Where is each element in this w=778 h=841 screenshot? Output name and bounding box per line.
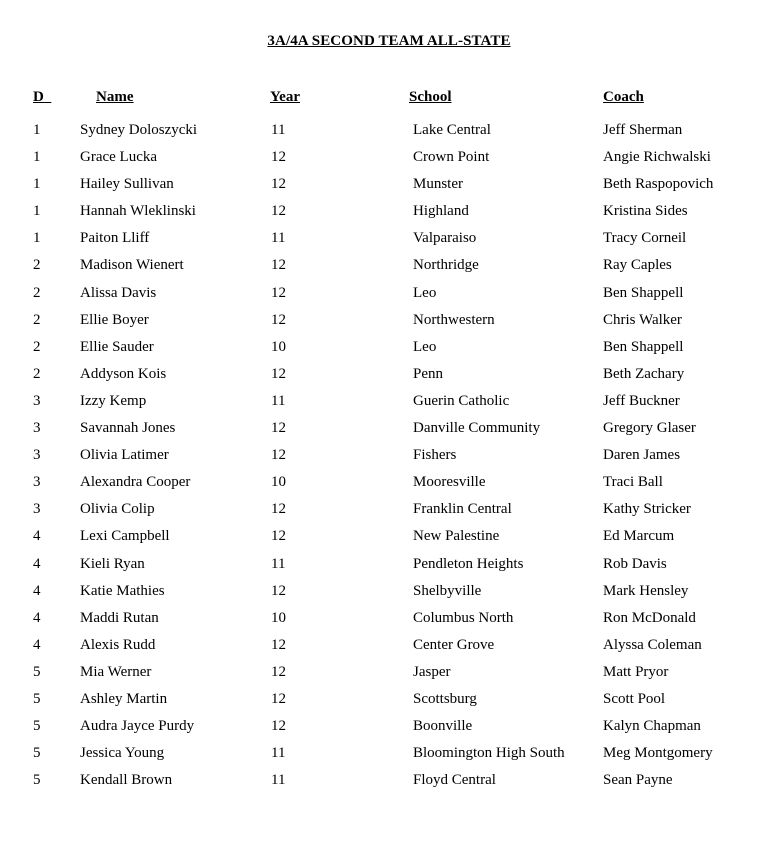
year-cell: 12 — [271, 149, 286, 166]
table-row — [0, 203, 778, 230]
name-cell: Olivia Colip — [80, 501, 155, 518]
table-row — [0, 257, 778, 284]
header-year: Year — [270, 89, 300, 105]
year-cell: 12 — [271, 176, 286, 193]
table-row — [0, 718, 778, 745]
school-cell: Floyd Central — [413, 772, 496, 789]
name-cell: Ellie Boyer — [80, 311, 149, 328]
coach-cell: Mark Hensley — [603, 582, 689, 599]
year-cell: 12 — [271, 663, 286, 680]
year-cell: 11 — [271, 555, 286, 572]
district-cell: 4 — [33, 555, 41, 572]
district-cell: 5 — [33, 772, 41, 789]
coach-cell: Ed Marcum — [603, 528, 675, 545]
district-cell: 5 — [33, 718, 41, 735]
coach-cell: Beth Raspopovich — [603, 176, 714, 193]
year-cell: 12 — [271, 365, 286, 382]
school-cell: Munster — [413, 176, 463, 193]
coach-cell: Rob Davis — [603, 555, 667, 572]
school-cell: Center Grove — [413, 636, 495, 653]
header-coach: Coach — [603, 89, 644, 105]
coach-cell: Chris Walker — [603, 311, 682, 328]
year-cell: 12 — [271, 420, 286, 437]
year-cell: 11 — [271, 122, 286, 138]
table-row — [0, 745, 778, 772]
table-row — [0, 447, 778, 474]
table-row — [0, 556, 778, 583]
year-cell: 12 — [271, 636, 286, 653]
coach-cell: Ben Shappell — [603, 338, 684, 355]
table-row — [0, 122, 778, 149]
header-d: D — [33, 89, 52, 105]
district-cell: 3 — [33, 420, 41, 437]
district-cell: 4 — [33, 609, 41, 626]
year-cell: 12 — [271, 501, 286, 518]
school-cell: Guerin Catholic — [413, 392, 510, 409]
school-cell: Shelbyville — [413, 582, 482, 599]
district-cell: 3 — [33, 447, 41, 464]
name-cell: Jessica Young — [80, 745, 165, 762]
year-cell: 11 — [271, 745, 286, 762]
table-row — [0, 176, 778, 203]
header-school: School — [409, 89, 452, 105]
coach-cell: Tracy Corneil — [603, 230, 687, 247]
coach-cell: Angie Richwalski — [603, 149, 711, 166]
name-cell: Hannah Wleklinski — [80, 203, 196, 220]
coach-cell: Kristina Sides — [603, 203, 688, 220]
coach-cell: Beth Zachary — [603, 365, 685, 382]
year-cell: 12 — [271, 311, 286, 328]
year-cell: 10 — [271, 338, 286, 355]
district-cell: 2 — [33, 311, 41, 328]
roster-table — [0, 122, 778, 799]
school-cell: Highland — [413, 203, 469, 220]
school-cell: Pendleton Heights — [413, 555, 524, 572]
coach-cell: Daren James — [603, 447, 681, 464]
name-cell: Madison Wienert — [80, 257, 184, 274]
table-row — [0, 583, 778, 610]
year-cell: 12 — [271, 528, 286, 545]
year-cell: 12 — [271, 257, 286, 274]
year-cell: 11 — [271, 772, 286, 789]
year-cell: 11 — [271, 392, 286, 409]
district-cell: 1 — [33, 149, 41, 166]
name-cell: Olivia Latimer — [80, 447, 169, 464]
table-row — [0, 366, 778, 393]
school-cell: Leo — [413, 338, 437, 355]
table-row — [0, 312, 778, 339]
year-cell: 12 — [271, 284, 286, 301]
header-name: Name — [96, 89, 134, 105]
district-cell: 3 — [33, 474, 41, 491]
table-row — [0, 149, 778, 176]
school-cell: Franklin Central — [413, 501, 512, 518]
year-cell: 11 — [271, 230, 286, 247]
school-cell: Danville Community — [413, 420, 541, 437]
table-row — [0, 393, 778, 420]
district-cell: 4 — [33, 636, 41, 653]
coach-cell: Jeff Sherman — [603, 122, 683, 138]
district-cell: 2 — [33, 338, 41, 355]
coach-cell: Alyssa Coleman — [603, 636, 702, 653]
coach-cell: Traci Ball — [603, 474, 663, 491]
district-cell: 4 — [33, 582, 41, 599]
coach-cell: Ray Caples — [603, 257, 672, 274]
table-row — [0, 501, 778, 528]
district-cell: 5 — [33, 663, 41, 680]
school-cell: New Palestine — [413, 528, 500, 545]
table-row — [0, 285, 778, 312]
table-row — [0, 691, 778, 718]
district-cell: 5 — [33, 690, 41, 707]
district-cell: 1 — [33, 176, 41, 193]
district-cell: 1 — [33, 230, 41, 247]
coach-cell: Matt Pryor — [603, 663, 669, 680]
district-cell: 1 — [33, 203, 41, 220]
school-cell: Valparaiso — [413, 230, 477, 247]
school-cell: Mooresville — [413, 474, 486, 491]
coach-cell: Scott Pool — [603, 690, 666, 707]
name-cell: Izzy Kemp — [80, 392, 147, 409]
year-cell: 12 — [271, 582, 286, 599]
district-cell: 3 — [33, 501, 41, 518]
name-cell: Addyson Kois — [80, 365, 167, 382]
name-cell: Maddi Rutan — [80, 609, 159, 626]
coach-cell: Sean Payne — [603, 772, 673, 789]
school-cell: Jasper — [413, 663, 451, 680]
coach-cell: Gregory Glaser — [603, 420, 696, 437]
table-row — [0, 528, 778, 555]
name-cell: Lexi Campbell — [80, 528, 170, 545]
year-cell: 12 — [271, 690, 286, 707]
school-cell: Boonville — [413, 718, 473, 735]
table-row — [0, 772, 778, 799]
school-cell: Fishers — [413, 447, 457, 464]
table-row — [0, 339, 778, 366]
name-cell: Alissa Davis — [80, 284, 157, 301]
district-cell: 2 — [33, 284, 41, 301]
school-cell: Scottsburg — [413, 690, 477, 707]
coach-cell: Jeff Buckner — [603, 392, 680, 409]
district-cell: 2 — [33, 365, 41, 382]
name-cell: Alexis Rudd — [80, 636, 156, 653]
school-cell: Crown Point — [413, 149, 490, 166]
coach-cell: Kathy Stricker — [603, 501, 691, 518]
name-cell: Savannah Jones — [80, 420, 176, 437]
district-cell: 3 — [33, 392, 41, 409]
year-cell: 12 — [271, 203, 286, 220]
school-cell: Bloomington High South — [413, 745, 565, 762]
table-row — [0, 664, 778, 691]
name-cell: Audra Jayce Purdy — [80, 718, 195, 735]
district-cell: 5 — [33, 745, 41, 762]
school-cell: Penn — [413, 365, 443, 382]
name-cell: Katie Mathies — [80, 582, 165, 599]
name-cell: Sydney Doloszycki — [80, 122, 198, 138]
name-cell: Paiton Lliff — [80, 230, 150, 247]
name-cell: Ashley Martin — [80, 690, 168, 707]
name-cell: Kendall Brown — [80, 772, 173, 789]
name-cell: Mia Werner — [80, 663, 152, 680]
name-cell: Hailey Sullivan — [80, 176, 174, 193]
school-cell: Columbus North — [413, 609, 514, 626]
name-cell: Alexandra Cooper — [80, 474, 191, 491]
school-cell: Lake Central — [413, 122, 491, 138]
school-cell: Northwestern — [413, 311, 495, 328]
table-row — [0, 637, 778, 664]
year-cell: 12 — [271, 447, 286, 464]
table-row — [0, 610, 778, 637]
school-cell: Northridge — [413, 257, 479, 274]
district-cell: 4 — [33, 528, 41, 545]
year-cell: 10 — [271, 609, 286, 626]
year-cell: 12 — [271, 718, 286, 735]
table-row — [0, 474, 778, 501]
year-cell: 10 — [271, 474, 286, 491]
table-row — [0, 420, 778, 447]
district-cell: 1 — [33, 122, 41, 138]
page-title: 3A/4A SECOND TEAM ALL-STATE — [267, 33, 511, 49]
school-cell: Leo — [413, 284, 437, 301]
name-cell: Grace Lucka — [80, 149, 158, 166]
coach-cell: Kalyn Chapman — [603, 718, 701, 735]
table-row — [0, 230, 778, 257]
name-cell: Kieli Ryan — [80, 555, 145, 572]
name-cell: Ellie Sauder — [80, 338, 154, 355]
coach-cell: Ben Shappell — [603, 284, 684, 301]
coach-cell: Meg Montgomery — [603, 745, 713, 762]
coach-cell: Ron McDonald — [603, 609, 696, 626]
district-cell: 2 — [33, 257, 41, 274]
